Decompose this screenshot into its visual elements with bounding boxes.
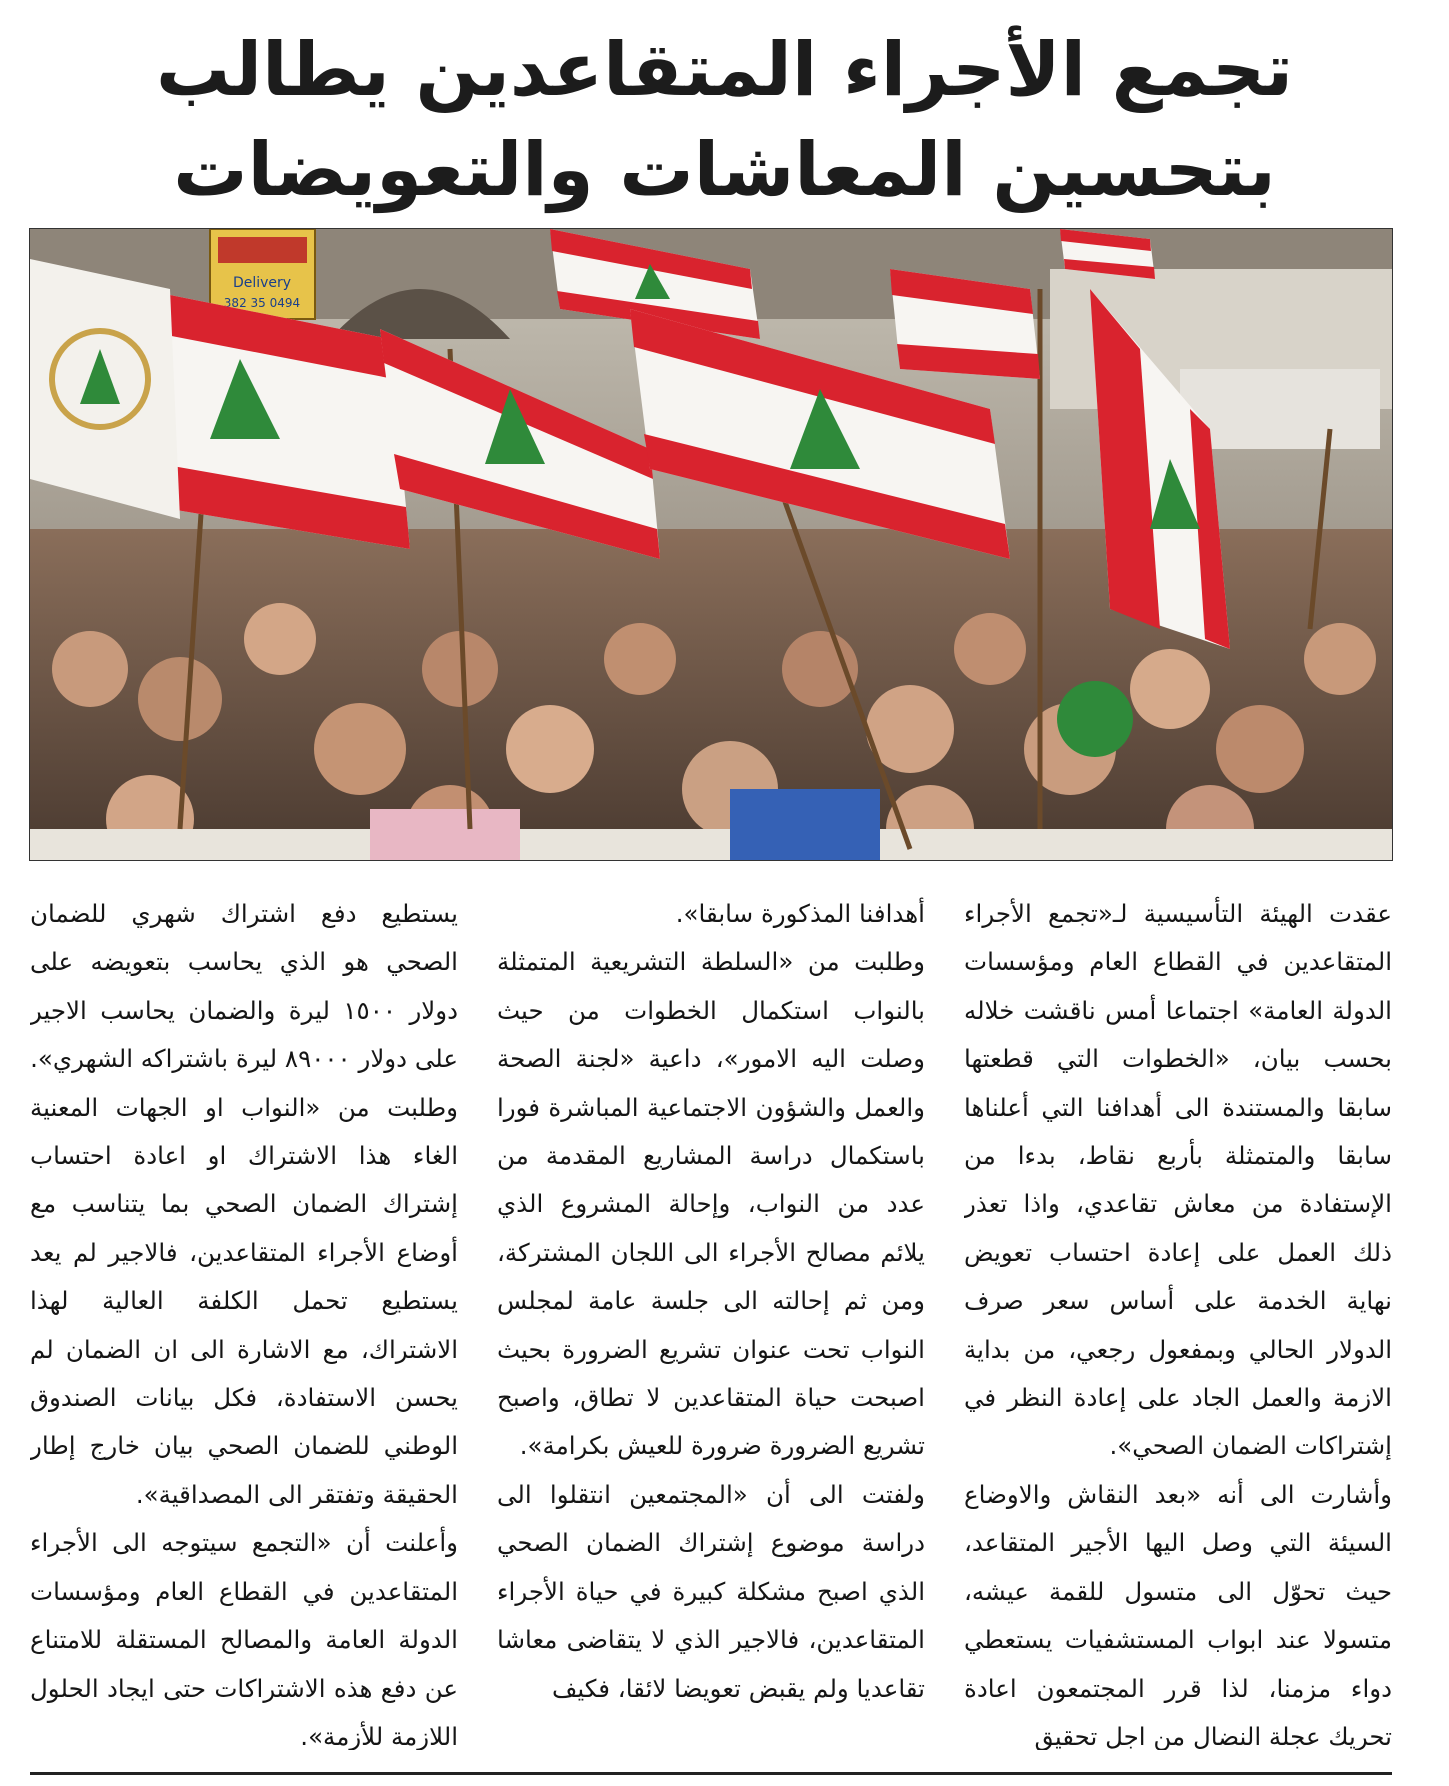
sign-phone-text: 0494 35 382 xyxy=(223,296,301,310)
paragraph: وأشارت الى أنه «بعد النقاش والاوضاع السيئة التي وصل اليها الأجير المتقاعد، حيث تحوّل الى متسول للقمة عيشه، متسولا عند ابواب المستشفيات يستعطي دواء مزمنا، لذا قرر المجتمعون اعادة تحريك عجلة النضال من اجل تحقيق xyxy=(964,1479,1392,1750)
paragraph: وطلبت من «السلطة التشريعية المتمثلة بالنواب استكمال الخطوات من حيث وصلت اليه الامور»، داعية «لجنة الصحة والعمل والشؤون الاجتماعية المباشرة فورا باستكمال دراسة المشاريع المقدمة من عدد من النواب، وإحالة المشروع الذي يلائم مصالح الأجراء الى اللجان المشتركة، ومن ثم إحالته الى جلسة عامة لمجلس النواب تحت عنوان تشريع الضرورة بحيث اصبحت حياة المتقاعدين لا تطاق، واصبح تشريع الضرورة ضرورة للعيش بكرامة». xyxy=(497,947,925,1461)
article-column-2 xyxy=(497,890,925,1750)
article-column-1 xyxy=(964,890,1392,1750)
bottom-divider xyxy=(30,1772,1392,1775)
paragraph: أهدافنا المذكورة سابقا». xyxy=(675,899,925,928)
street-sign xyxy=(210,229,315,319)
flag-emblem xyxy=(30,259,180,519)
protest-photo-illustration xyxy=(30,229,1392,860)
article-body xyxy=(30,890,1392,1750)
paragraph: وطلبت من «النواب او الجهات المعنية الغاء هذا الاشتراك او اعادة احتساب إشتراك الضمان الصحي بما يتناسب مع أوضاع الأجراء المتقاعدين، فالاجير لم يعد يستطيع تحمل الكلفة العالية لهذا الاشتراك، مع الاشارة الى ان الضمان لم يحسن الاستفادة، فكل بيانات الصندوق الوطني للضمان الصحي بيان خارج إطار الحقيقة وتفتقر الى المصداقية». xyxy=(30,1092,458,1509)
paragraph: ولفتت الى أن «المجتمعين انتقلوا الى دراسة موضوع إشتراك الضمان الصحي الذي اصبح مشكلة كبيرة في حياة الأجراء المتقاعدين، فالاجير الذي لا يتقاضى معاشا تقاعديا ولم يقبض تعويضا لائقا، فكيف xyxy=(497,1479,925,1703)
headline-line-1: تجمع الأجراء المتقاعدين يطالب xyxy=(155,27,1294,113)
sign-delivery-text: Delivery xyxy=(232,275,292,291)
article-column-3 xyxy=(30,890,458,1750)
headline-line-2: بتحسين المعاشات والتعويضات xyxy=(173,127,1276,213)
article-headline xyxy=(30,20,1419,220)
paragraph: وأعلنت أن «التجمع سيتوجه الى الأجراء المتقاعدين في القطاع العام ومؤسسات الدولة العامة والمصالح المستقلة للامتناع عن دفع هذه الاشتراكات حتى ايجاد الحلول اللازمة للأزمة». xyxy=(30,1528,458,1750)
paragraph: عقدت الهيئة التأسيسية لـ«تجمع الأجراء المتقاعدين في القطاع العام ومؤسسات الدولة العامة» اجتماعا أمس ناقشت خلاله بحسب بيان، «الخطوات التي قطعتها سابقا والمستندة الى أهدافنا التي أعلناها سابقا والمتمثلة بأربع نقاط، بدءا من الإستفادة من معاش تقاعدي، واذا تعذر ذلك العمل على إعادة احتساب تعويض نهاية الخدمة على أساس سعر صرف الدولار الحالي وبمفعول رجعي، من بداية الازمة والعمل الجاد على إعادة النظر في إشتراكات الضمان الصحي». xyxy=(964,899,1392,1461)
protest-photo xyxy=(29,228,1393,861)
paragraph: يستطيع دفع اشتراك شهري للضمان الصحي هو الذي يحاسب بتعويضه على دولار ١٥٠٠ ليرة والضمان يحاسب الاجير على دولار ٨٩٠٠٠ ليرة باشتراكه الشهري». xyxy=(30,899,458,1074)
